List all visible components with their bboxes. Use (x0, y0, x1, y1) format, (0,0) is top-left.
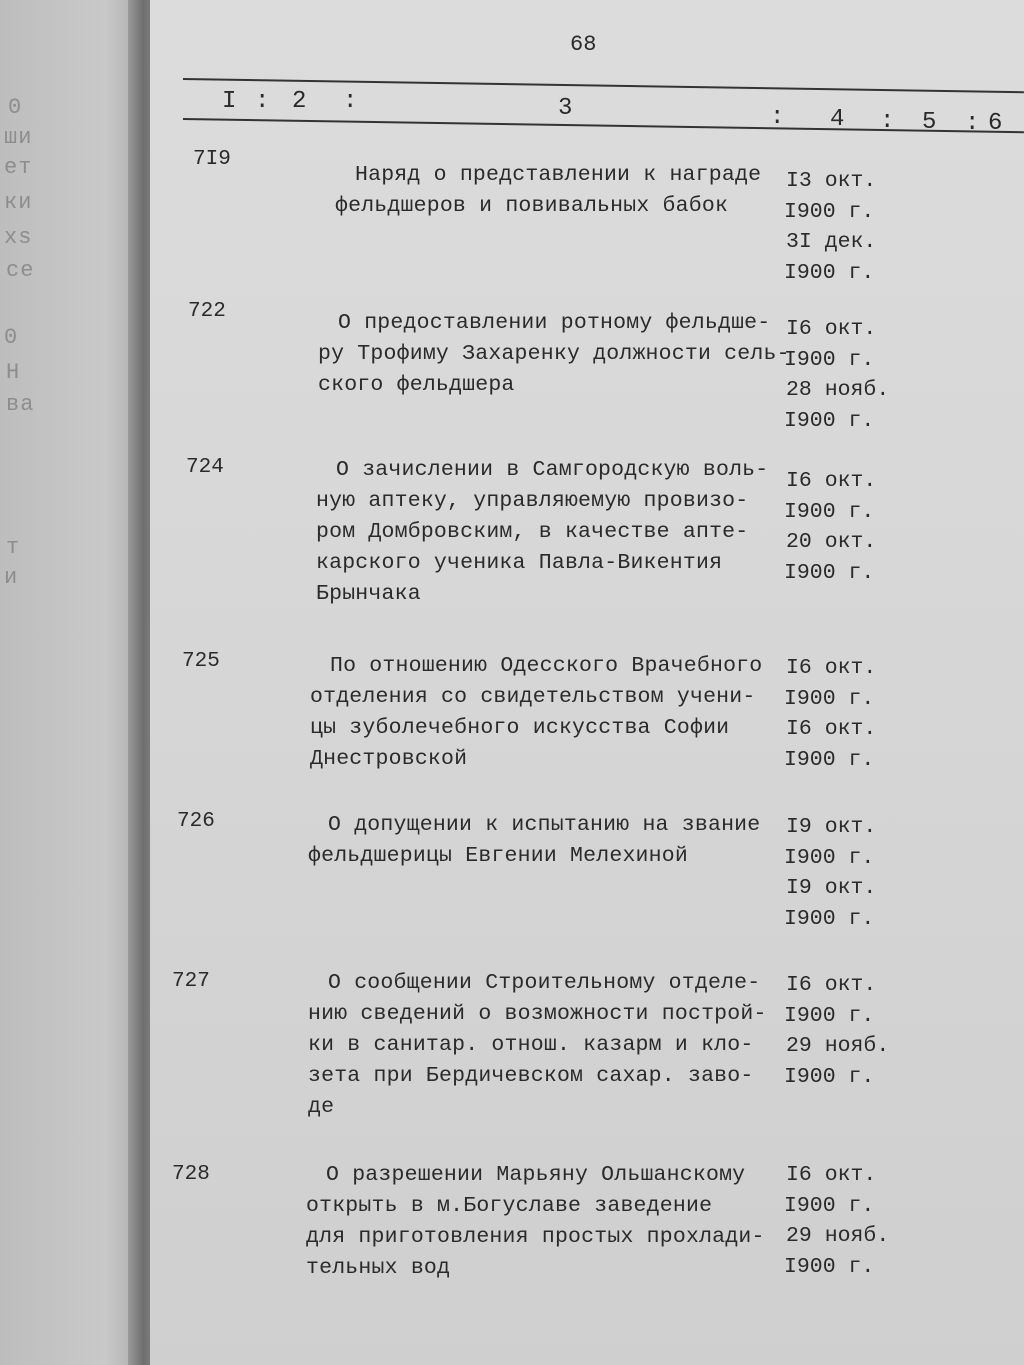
entry-date-year: I900 г. (784, 1254, 875, 1279)
entry-title-line: ную аптеку, управляюемую провизо- (316, 489, 749, 513)
entry-title-line: фельдшерицы Евгении Мелехиной (308, 844, 688, 868)
entry-date-day: I6 окт. (786, 973, 877, 997)
entry-title-line: О разрешении Марьяну Ольшанскому (326, 1163, 746, 1187)
entry-date-day: 29 нояб. (786, 1034, 890, 1058)
column-header-sep: : (965, 110, 980, 137)
entry-date-year: I900 г. (784, 906, 875, 931)
entry-date-year: I900 г. (784, 199, 875, 224)
entry-number: 7I9 (193, 148, 231, 171)
column-header-sep: : (255, 88, 270, 115)
entry-title-line: для приготовления простых прохлади- (306, 1225, 765, 1249)
entry-title-line: открыть в м.Богуславе заведение (306, 1194, 713, 1218)
facing-page-fragment: и (4, 565, 19, 590)
entry-date-day: 20 окт. (786, 530, 877, 554)
entry-date-day: 29 нояб. (786, 1224, 890, 1248)
entry-title-line: зета при Бердичевском сахар. заво- (308, 1064, 754, 1088)
entry-title-line: ского фельдшера (318, 373, 515, 397)
entry-date-year: I900 г. (784, 1193, 875, 1218)
entry-title (308, 810, 760, 872)
facing-page-fragment: ки (4, 190, 33, 215)
entry-title-line: де (308, 1095, 335, 1119)
entry-title-line: Днестровской (310, 747, 468, 771)
entry-title (308, 968, 767, 1123)
entry-date-day: I3 окт. (786, 169, 877, 193)
entry-date-day: I6 окт. (786, 317, 877, 341)
entry-dates (782, 466, 876, 588)
entry-number: 727 (172, 970, 210, 993)
entry-date-day: I6 окт. (786, 1163, 877, 1187)
entry-title-line: тельных вод (306, 1256, 451, 1280)
entry-title (335, 160, 761, 222)
entry-dates (782, 166, 876, 288)
entry-date-year: I900 г. (784, 747, 875, 772)
facing-page-fragment: се (6, 258, 35, 283)
entry-title-line: карского ученика Павла-Викентия (316, 551, 723, 575)
facing-page-fragment: т (6, 535, 21, 560)
entry-title-line: ром Домбровским, в качестве апте- (316, 520, 749, 544)
column-header-6: 6 (988, 110, 1003, 137)
entry-date-day: I6 окт. (786, 656, 877, 680)
column-header-5: 5 (922, 109, 937, 136)
entry-date-year: I900 г. (784, 347, 875, 372)
facing-page-fragment: ет (4, 155, 33, 180)
entry-title (306, 1160, 765, 1284)
entry-dates (782, 1160, 889, 1282)
entry-number: 726 (177, 810, 215, 833)
entry-date-day: 28 нояб. (786, 378, 890, 402)
entry-dates (782, 314, 889, 436)
facing-page-fragment: 0 (8, 95, 23, 120)
entry-date-year: I900 г. (784, 845, 875, 870)
entry-title-line: Наряд о представлении к награде (355, 163, 762, 187)
entry-title-line: цы зуболечебного искусства Софии (310, 716, 730, 740)
entry-dates (782, 812, 876, 934)
facing-page-fragment: ва (6, 392, 35, 417)
column-header-1: I (222, 88, 237, 115)
entry-title (318, 308, 790, 401)
entry-title (310, 651, 762, 775)
entry-title-line: фельдшеров и повивальных бабок (335, 194, 729, 218)
column-header-4: 4 (830, 106, 845, 133)
entry-date-year: I900 г. (784, 260, 875, 285)
column-header-sep: : (880, 108, 895, 135)
entry-date-year: I900 г. (784, 408, 875, 433)
entry-date-year: I900 г. (784, 560, 875, 585)
entry-number: 722 (188, 300, 226, 323)
facing-page-fragment: Н (6, 360, 21, 385)
entry-title-line: Брынчака (316, 582, 421, 606)
column-header-2: 2 (292, 88, 307, 115)
facing-page-fragment: 0 (4, 325, 19, 350)
entry-date-year: I900 г. (784, 686, 875, 711)
entry-title (316, 455, 768, 610)
entry-date-day: I9 окт. (786, 815, 877, 839)
column-header-sep: : (343, 88, 358, 115)
column-header-sep: : (770, 104, 785, 131)
entry-date-day: 3I дек. (786, 230, 877, 254)
facing-page-fragment: ши (4, 125, 33, 150)
entry-title-line: О предоставлении ротному фельдше- (338, 311, 771, 335)
column-header-3: 3 (558, 95, 573, 122)
entry-title-line: ру Трофиму Захаренку должности сель- (318, 342, 790, 366)
entry-title-line: отделения со свидетельством учени- (310, 685, 756, 709)
entry-date-day: I9 окт. (786, 876, 877, 900)
entry-dates (782, 970, 889, 1092)
entry-number: 728 (172, 1163, 210, 1186)
entry-title-line: О зачислении в Самгородскую воль- (336, 458, 769, 482)
facing-page-fragment: хs (4, 225, 33, 250)
entry-date-year: I900 г. (784, 499, 875, 524)
entry-title-line: ки в санитар. отнош. казарм и кло- (308, 1033, 754, 1057)
page-number: 68 (570, 32, 597, 57)
entry-dates (782, 653, 876, 775)
entry-number: 725 (182, 650, 220, 673)
entry-date-day: I6 окт. (786, 717, 877, 741)
entry-date-year: I900 г. (784, 1003, 875, 1028)
entry-title-line: О сообщении Строительному отделе- (328, 971, 761, 995)
entry-title-line: По отношению Одесского Врачебного (330, 654, 763, 678)
entry-title-line: нию сведений о возможности построй- (308, 1002, 767, 1026)
entry-title-line: О допущении к испытанию на звание (328, 813, 761, 837)
entry-date-year: I900 г. (784, 1064, 875, 1089)
entry-date-day: I6 окт. (786, 469, 877, 493)
entry-number: 724 (186, 456, 224, 479)
